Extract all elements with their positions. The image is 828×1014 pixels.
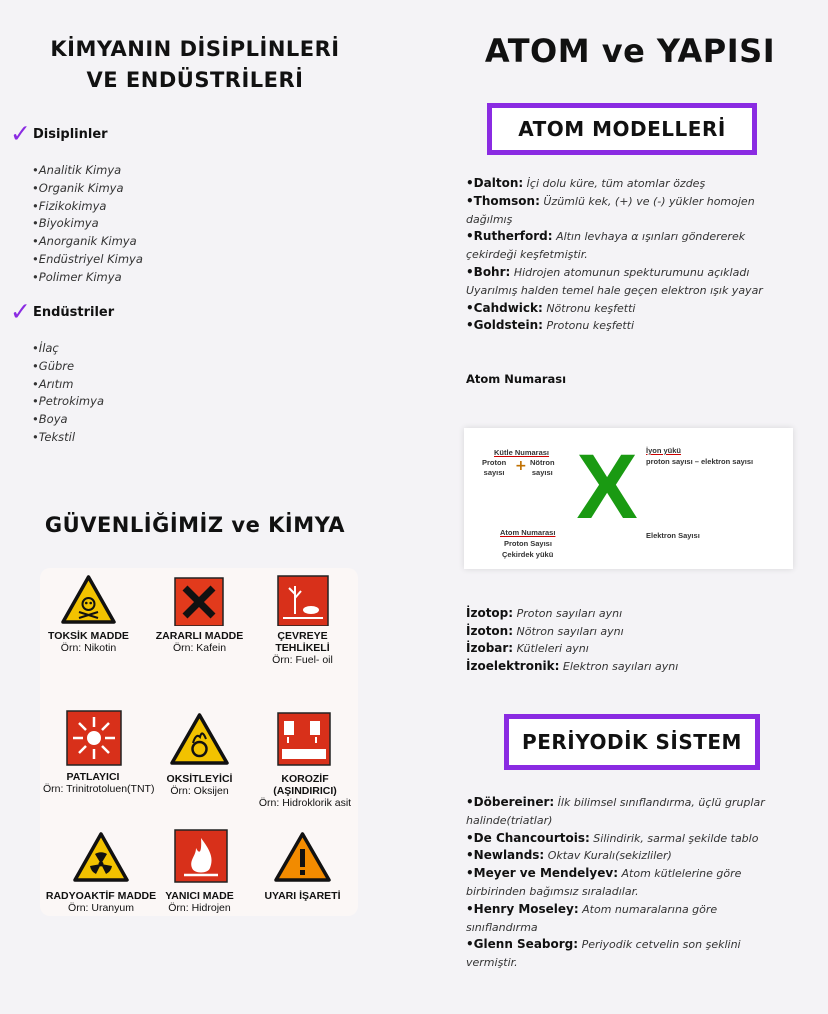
atom-notation-diagram: X Kütle Numarası Proton sayısı + Nötron sayısı İyon yükü proton sayısı – elektron sayısı Atom Numarası Proton Sayısı Çekirdek yükü Elektron Sayısı <box>464 428 793 569</box>
warning-icon <box>255 830 350 886</box>
list-item: •Rutherford: Altın levhaya α ışınları göndererek <box>466 229 746 244</box>
list-item: •Glenn Seaborg: Periyodik cetvelin son şeklini <box>466 937 741 952</box>
skull-icon <box>41 574 136 626</box>
list-item: İzoelektronik: Elektron sayıları aynı <box>466 658 679 673</box>
disiplinler-list <box>32 162 143 287</box>
hazard-explosive: PATLAYICI Örn: Trinitrotoluen(TNT) <box>53 709 133 795</box>
hazard-harmful: ZARARLI MADDE Örn: Kafein <box>152 574 247 654</box>
hazard-toxic: TOKSİK MADDE Örn: Nikotin <box>41 574 136 654</box>
endustriler-heading: ✓ Endüstriler <box>10 297 115 326</box>
list-item: İzoton: Nötron sayıları aynı <box>466 623 624 638</box>
hazard-warning: UYARI İŞARETİ <box>255 830 350 902</box>
flame-icon <box>152 828 247 886</box>
hazard-oxidizer: OKSİTLEYİCİ Örn: Oksijen <box>152 711 247 797</box>
list-item: •Döbereiner: İlk bilimsel sınıflandırma, üçlü gruplar <box>466 795 765 809</box>
list-item: •Newlands: Oktav Kuralı(sekizliler) <box>466 848 672 863</box>
corrosive-icon <box>250 711 360 769</box>
checkmark-icon: ✓ <box>10 297 31 326</box>
list-item: •Goldstein: Protonu keşfetti <box>466 318 635 333</box>
hazard-radioactive: RADYOAKTİF MADDE Örn: Uranyum <box>41 830 161 914</box>
hazard-corrosive: KOROZİF (AŞINDIRICI) Örn: Hidroklorik asit <box>250 711 360 809</box>
environment-hazard-icon <box>255 574 350 626</box>
element-symbol: X <box>576 436 638 538</box>
list-item: • Endüstriyel Kimya <box>32 251 143 269</box>
list-item: •Bohr: Hidrojen atomunun spekturumunu açıkladı <box>466 264 750 279</box>
disiplinler-heading: ✓ Disiplinler <box>10 119 108 148</box>
left-title-line2: VE ENDÜSTRİLERİ <box>86 68 304 92</box>
list-item: • Organik Kimya <box>32 180 143 198</box>
hazard-flammable: YANICI MADE Örn: Hidrojen <box>152 828 247 914</box>
safety-title: GÜVENLİĞİMİZ ve KİMYA <box>44 513 346 537</box>
list-item: •Dalton: İçi dolu küre, tüm atomlar özdeş <box>466 176 706 190</box>
list-item: • Arıtım <box>32 376 104 394</box>
list-item: • Fizikokimya <box>32 198 143 216</box>
periodic-title: PERİYODİK SİSTEM <box>504 714 760 770</box>
atom-models-title: ATOM MODELLERİ <box>487 103 757 155</box>
atom-number-label: Atom Numarası <box>466 372 567 386</box>
checkmark-icon: ✓ <box>10 119 31 148</box>
x-cross-icon <box>152 574 247 626</box>
right-title: ATOM ve YAPISI <box>484 32 776 70</box>
left-title-line1: KİMYANIN DİSİPLİNLERİ <box>50 37 340 61</box>
periodic-list: •Döbereiner: İlk bilimsel sınıflandırma, üçlü gruplar halinde(triatlar) •De Chancourtois: Silindirik, sarmal şekilde tablo •Newlands: Oktav Kuralı(sekizliler) •Meyer ve Mendelyev: Atom kütlelerine göre birbirinden bağımsız sıraladılar. •Henry Moseley: Atom numaralarına göre sınıflandırma •Glenn Seaborg: Periyodik cetvelin son şeklini vermiştir. <box>466 794 816 972</box>
atom-models-list: •Dalton: İçi dolu küre, tüm atomlar özdeş •Thomson: Üzümlü kek, (+) ve (-) yükler homojen dağılmış •Rutherford: Altın levhaya α ışınları göndererek çekirdeği keşfetmiştir. •Bohr: Hidrojen atomunun spekturumunu açıkladı Uyarılmış halden temel hale geçen elektron ışık yayar •Cahdwick: Nötronu keşfetti •Goldstein: Protonu keşfetti <box>466 175 816 335</box>
list-item: •Henry Moseley: Atom numaralarına göre <box>466 901 718 916</box>
list-item: • Tekstil <box>32 429 104 447</box>
list-item: İzobar: Kütleleri aynı <box>466 641 589 655</box>
radiation-icon <box>41 830 161 886</box>
left-title <box>20 34 370 96</box>
list-item: • Biyokimya <box>32 215 143 233</box>
list-item: •Cahdwick: Nötronu keşfetti <box>466 300 636 315</box>
list-item: •Thomson: Üzümlü kek, (+) ve (-) yükler homojen <box>466 193 755 208</box>
list-item: • Anorganik Kimya <box>32 233 143 251</box>
oxidizer-icon <box>152 711 247 769</box>
isotope-list <box>466 605 816 675</box>
hazard-environment: ÇEVREYE TEHLİKELİ Örn: Fuel- oil <box>255 574 350 666</box>
endustriler-list <box>32 340 104 447</box>
list-item: • Boya <box>32 411 104 429</box>
list-item: • Petrokimya <box>32 393 104 411</box>
list-item: İzotop: Proton sayıları aynı <box>466 606 623 620</box>
list-item: • İlaç <box>32 340 104 358</box>
list-item: •De Chancourtois: Silindirik, sarmal şekilde tablo <box>466 830 759 845</box>
list-item: • Gübre <box>32 358 104 376</box>
explosion-icon <box>53 709 133 767</box>
hazard-panel <box>40 568 358 916</box>
list-item: • Polimer Kimya <box>32 269 143 287</box>
list-item: •Meyer ve Mendelyev: Atom kütlelerine göre <box>466 866 742 881</box>
list-item: • Analitik Kimya <box>32 162 143 180</box>
